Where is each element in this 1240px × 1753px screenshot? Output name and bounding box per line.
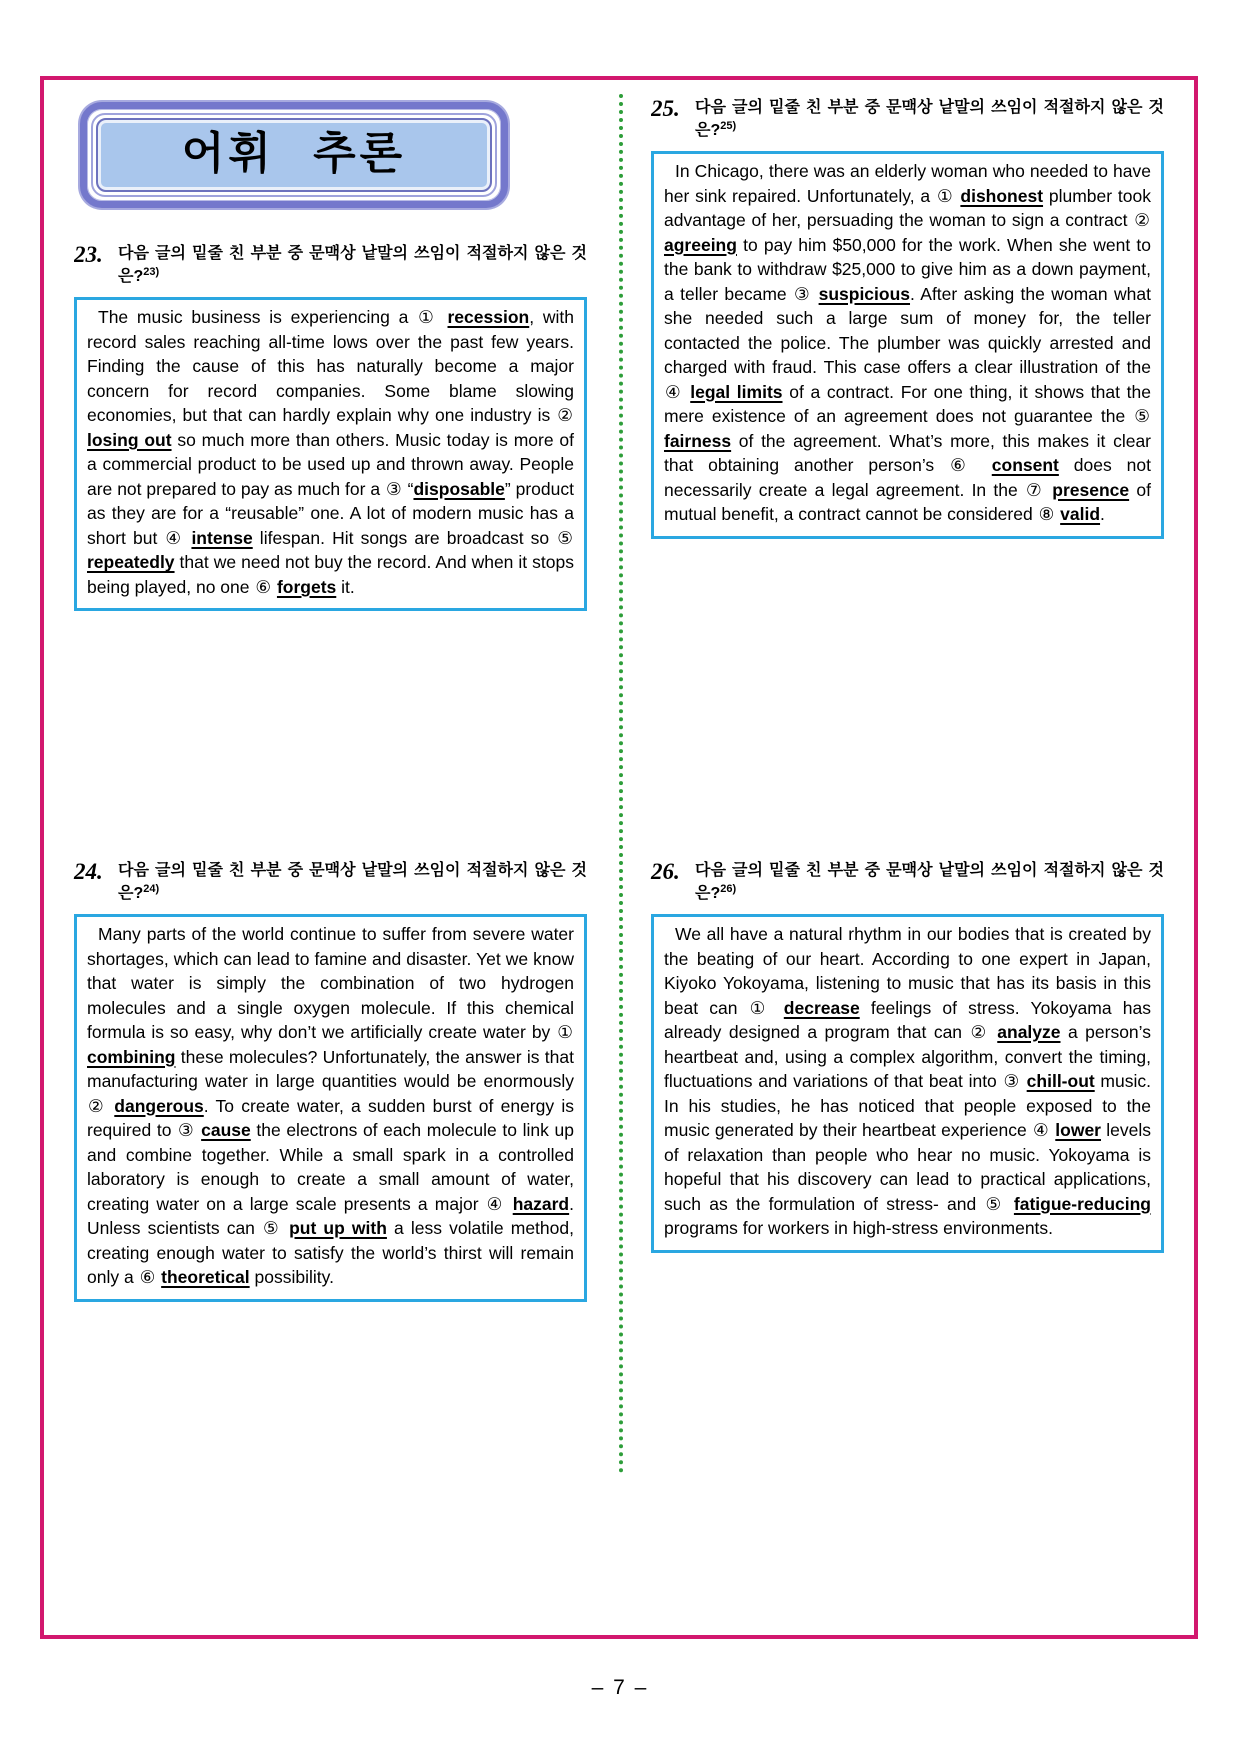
underlined-choice-word: recession	[447, 307, 530, 328]
right-column	[619, 96, 1164, 1629]
choice-number: ⑥	[139, 1267, 156, 1287]
page-content	[40, 76, 1198, 1639]
passage-box	[651, 914, 1164, 1253]
passage-box	[74, 297, 587, 611]
question-prompt-text: 다음 글의 밑줄 친 부분 중 문맥상 낱말의 쓰임이 적절하지 않은 것은?	[695, 862, 1164, 902]
choice-number: ⑤	[263, 1218, 281, 1238]
question-25-heading	[651, 96, 1164, 144]
question-24-heading	[74, 859, 587, 907]
choice-number: ②	[557, 405, 573, 426]
page-number: – 7 –	[591, 1676, 649, 1699]
choice-number: ④	[486, 1193, 505, 1214]
underlined-choice-word: dishonest	[960, 185, 1044, 206]
choice-number: ③	[386, 478, 402, 499]
section-title-badge-ring	[91, 113, 497, 197]
underlined-choice-word: forgets	[276, 576, 337, 597]
underlined-choice-word: dangerous	[114, 1095, 204, 1116]
passage-box	[74, 914, 587, 1302]
section-title-badge	[80, 102, 508, 208]
question-26-heading	[651, 859, 1164, 907]
underlined-choice-word: intense	[191, 527, 253, 548]
question-24	[74, 859, 587, 1302]
underlined-choice-word: losing out	[87, 429, 172, 450]
choice-number: ①	[936, 185, 954, 206]
underlined-choice-word: theoretical	[161, 1267, 250, 1287]
choice-number: ③	[794, 283, 812, 304]
underlined-choice-word: agreeing	[664, 234, 737, 255]
question-23	[74, 242, 587, 611]
question-26	[651, 859, 1164, 1253]
section-title: 어휘 추론	[181, 129, 407, 178]
question-prompt-text: 다음 글의 밑줄 친 부분 중 문맥상 낱말의 쓰임이 적절하지 않은 것은?	[118, 245, 587, 286]
choice-number: ⑧	[1038, 504, 1055, 524]
choice-number: ④	[1032, 1120, 1050, 1140]
question-prompt	[118, 242, 587, 290]
underlined-choice-word: legal limits	[690, 381, 783, 402]
underlined-choice-word: lower	[1055, 1120, 1101, 1140]
underlined-choice-word: valid	[1060, 504, 1101, 524]
choice-number: ①	[418, 307, 438, 328]
underlined-choice-word: consent	[991, 455, 1059, 475]
column-divider-dotted	[619, 94, 623, 1474]
question-prompt-text: 다음 글의 밑줄 친 부분 중 문맥상 낱말의 쓰임이 적절하지 않은 것은?	[695, 99, 1164, 139]
choice-number: ③	[178, 1120, 195, 1140]
passage-box	[651, 151, 1164, 539]
choice-number: ①	[557, 1022, 573, 1042]
footnote-marker: 23)	[143, 266, 160, 279]
question-prompt-text: 다음 글의 밑줄 친 부분 중 문맥상 낱말의 쓰임이 적절하지 않은 것은?	[118, 862, 587, 902]
choice-number: ④	[165, 527, 184, 548]
underlined-choice-word: combining	[87, 1046, 176, 1067]
question-prompt	[695, 96, 1164, 144]
choice-number: ②	[1134, 210, 1150, 230]
choice-number: ④	[665, 381, 683, 402]
choice-number: ③	[1003, 1071, 1020, 1091]
underlined-choice-word: put up with	[289, 1218, 387, 1238]
left-column	[74, 96, 619, 1629]
underlined-choice-word: hazard	[512, 1193, 570, 1214]
section-title-badge-panel	[96, 118, 492, 192]
footnote-marker: 25)	[720, 120, 737, 132]
footnote-marker: 26)	[720, 883, 737, 895]
underlined-choice-word: fairness	[664, 430, 732, 451]
underlined-choice-word: analyze	[997, 1022, 1061, 1042]
question-23-heading	[74, 242, 587, 290]
passage-text: In Chicago, there was an elderly woman who needed to have her sink repaired. Unfortunately, a ① dishonest plumber took advantage of her, persuading the woman to sign a contract ② agreeing to pay him $50,000 for the work. When she went to the bank to withdraw $25,000 to give him as a down payment, a teller became ③ suspicious. After asking the woman what she needed such a large sum of money for, the teller contacted the police. The plumber was quickly arrested and charged with fraud. This case offers a clear illustration of the ④ legal limits of a contract. For one thing, it shows that the mere existence of an agreement does not guarantee the ⑤ fairness of the agreement. What’s more, this makes it clear that obtaining another person’s ⑥ consent does not necessarily create a legal agreement. In the ⑦ presence of mutual benefit, a contract cannot be considered ⑧ valid.	[664, 161, 1151, 524]
question-number: 25.	[651, 96, 680, 121]
question-25	[651, 96, 1164, 539]
choice-number: ⑥	[950, 455, 976, 475]
choice-number: ⑦	[1025, 479, 1045, 500]
question-number: 26.	[651, 859, 680, 884]
choice-number: ⑤	[557, 527, 573, 548]
choice-number: ⑥	[255, 576, 272, 597]
question-prompt	[118, 859, 587, 907]
choice-number: ②	[970, 1022, 989, 1042]
underlined-choice-word: decrease	[783, 997, 860, 1018]
choice-number: ①	[749, 997, 772, 1018]
question-prompt	[695, 859, 1164, 907]
underlined-choice-word: cause	[201, 1120, 251, 1140]
choice-number: ⑤	[985, 1193, 1005, 1214]
underlined-choice-word: fatigue-reducing	[1013, 1193, 1151, 1214]
choice-number: ②	[88, 1095, 107, 1116]
passage-text: The music business is experiencing a ① recession, with record sales reaching all-time lows over the past few years. Finding the cause of this has naturally become a major concern for record companies. Some blame slowing economies, but that can hardly explain why one industry is ② losing out so much more than others. Music today is more of a commercial product to be used up and thrown away. People are not prepared to pay as much for a ③ “disposable” product as they are for a “reusable” one. A lot of modern music has a short but ④ intense lifespan. Hit songs are broadcast so ⑤ repeatedly that we need not buy the record. And when it stops being played, no one ⑥ forgets it.	[87, 307, 574, 597]
passage-text: We all have a natural rhythm in our bodies that is created by the beating of our heart. According to one expert in Japan, Kiyoko Yokoyama, listening to music that has its basis in this beat can ① decrease feelings of stress. Yokoyama has already designed a program that can ② analyze a person’s heartbeat and, using a complex algorithm, convert the timing, fluctuations and variations of that beat into ③ chill-out music. In his studies, he has noticed that people exposed to the music generated by their heartbeat experience ④ lower levels of relaxation than people who hear no music. Yokoyama is hopeful that his discovery can lead to practical applications, such as the formulation of stress- and ⑤ fatigue-reducing programs for workers in high-stress environments.	[664, 924, 1151, 1238]
underlined-choice-word: chill-out	[1026, 1071, 1095, 1091]
footnote-marker: 24)	[143, 883, 160, 895]
choice-number: ⑤	[1134, 406, 1150, 426]
underlined-choice-word: presence	[1052, 479, 1130, 500]
underlined-choice-word: repeatedly	[87, 552, 175, 573]
underlined-choice-word: suspicious	[818, 283, 911, 304]
underlined-choice-word: disposable	[413, 478, 505, 499]
question-number: 24.	[74, 859, 103, 884]
passage-text: Many parts of the world continue to suffer from severe water shortages, which can lead to famine and disaster. Yet we know that water is simply the combination of two hydrogen molecules and a single oxygen molecule. If this chemical formula is so easy, why don’t we artificially create water by ① combining these molecules? Unfortunately, the answer is that manufacturing water in large quantities would be enormously ② dangerous. To create water, a sudden burst of energy is required to ③ cause the electrons of each molecule to link up and combine together. While a small spark in a controlled laboratory is enough to create a small amount of water, creating water on a large scale presents a major ④ hazard. Unless scientists can ⑤ put up with a less volatile method, creating enough water to satisfy the world’s thirst will remain only a ⑥ theoretical possibility.	[87, 924, 574, 1287]
question-number: 23.	[74, 242, 103, 268]
